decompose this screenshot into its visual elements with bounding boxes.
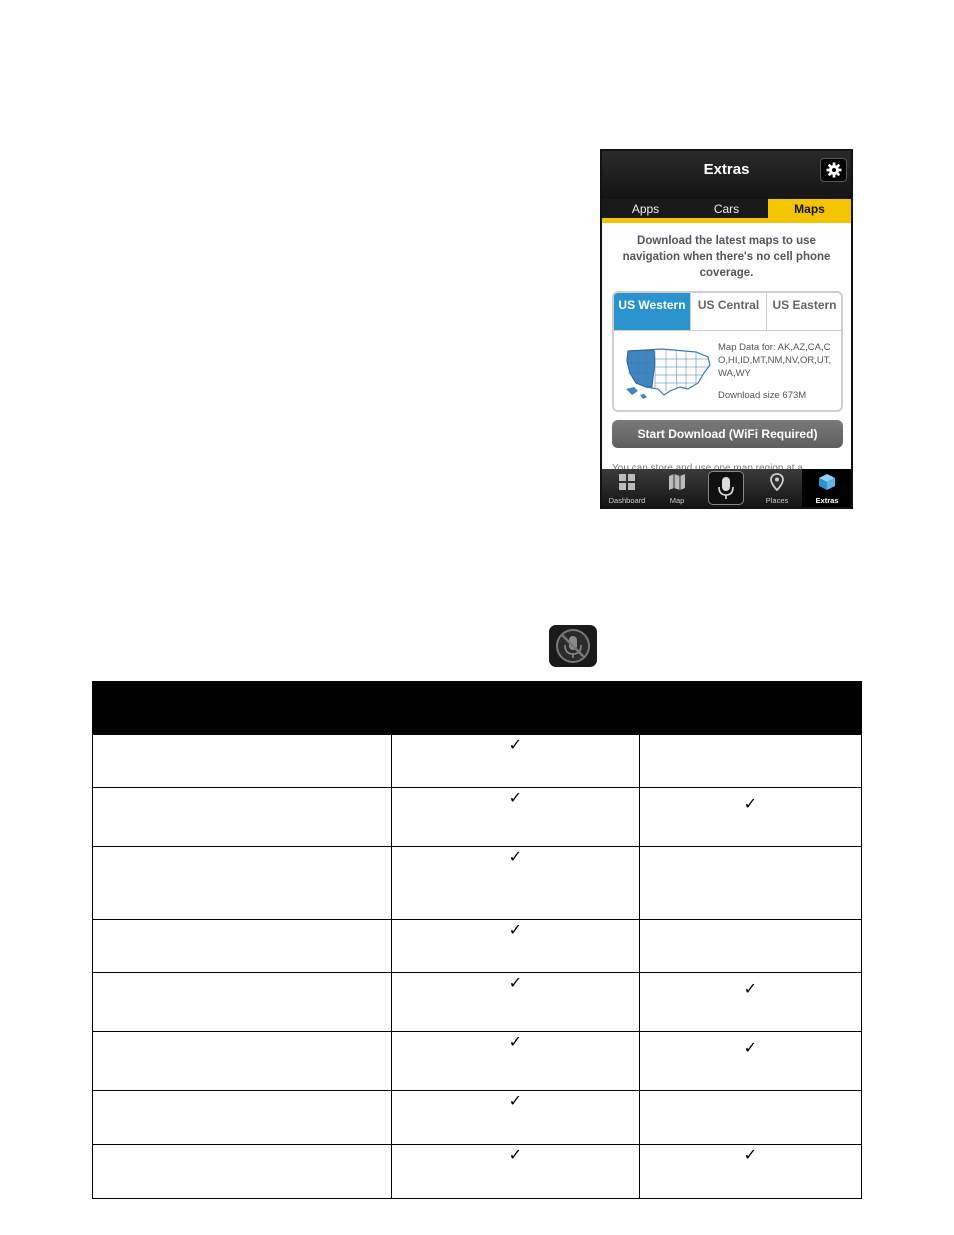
table-cell — [93, 1145, 392, 1199]
tab-apps[interactable]: Apps — [631, 202, 660, 216]
check-cell: ✓ — [392, 847, 639, 920]
table-cell — [93, 920, 392, 973]
header-cell — [392, 682, 639, 735]
region-tab-us-central[interactable]: US Central — [690, 293, 766, 331]
table-cell — [93, 1091, 392, 1145]
bottom-tab-bar — [602, 469, 851, 507]
nav-dashboard[interactable] — [602, 469, 652, 507]
feature-table — [92, 681, 862, 1199]
table-row — [93, 973, 862, 1032]
mic-off-icon — [549, 625, 597, 667]
check-cell: ✓ — [392, 973, 639, 1032]
microphone-icon — [709, 472, 743, 504]
table-cell — [93, 1032, 392, 1091]
mute-microphone-icon — [549, 625, 597, 667]
tab-maps[interactable]: Maps — [768, 199, 851, 218]
maps-description: Download the latest maps to use navigation when there's no cell phone coverage. — [622, 235, 831, 279]
check-cell: ✓ — [639, 1145, 861, 1199]
nav-places-label: Places — [765, 496, 789, 505]
us-map-icon — [624, 343, 716, 401]
dashboard-icon — [618, 473, 636, 491]
nav-extras-label: Extras — [815, 496, 839, 505]
check-cell — [639, 847, 861, 920]
check-cell — [639, 1091, 861, 1145]
extras-box-icon — [818, 473, 836, 491]
nav-map[interactable] — [652, 469, 702, 507]
gear-icon — [826, 162, 842, 178]
maps-content — [602, 223, 851, 469]
region-selector — [612, 291, 843, 412]
nav-extras[interactable] — [802, 469, 852, 507]
screen-title: Extras — [703, 161, 750, 178]
start-download-button[interactable]: Start Download (WiFi Required) — [612, 420, 843, 448]
places-pin-icon — [768, 473, 786, 491]
header-cell — [639, 682, 861, 735]
map-data-states: Map Data for: AK,AZ,CA,CO,HI,ID,MT,NM,NV,OR,UT,WA,WY — [718, 342, 832, 379]
table-header-row — [93, 682, 862, 735]
check-cell: ✓ — [639, 1032, 861, 1091]
nav-places[interactable] — [752, 469, 802, 507]
check-cell — [639, 735, 861, 788]
nav-dashboard-label: Dashboard — [608, 496, 646, 505]
table-cell — [93, 788, 392, 847]
check-cell: ✓ — [392, 1032, 639, 1091]
table-row — [93, 735, 862, 788]
table-row — [93, 1032, 862, 1091]
check-cell: ✓ — [392, 920, 639, 973]
app-header — [602, 151, 851, 199]
check-cell — [639, 920, 861, 973]
header-cell — [93, 682, 392, 735]
download-size: Download size 673M — [718, 390, 807, 401]
table-cell — [93, 847, 392, 920]
map-icon — [668, 473, 686, 491]
check-cell: ✓ — [392, 735, 639, 788]
extras-screenshot — [600, 149, 853, 509]
check-cell: ✓ — [392, 788, 639, 847]
region-tab-us-eastern[interactable]: US Eastern — [766, 293, 842, 331]
nav-map-label: Map — [669, 496, 685, 505]
table-row — [93, 847, 862, 920]
table-row — [93, 1091, 862, 1145]
table-cell — [93, 735, 392, 788]
table-row — [93, 1145, 862, 1199]
check-cell: ✓ — [392, 1091, 639, 1145]
category-tabs — [602, 199, 851, 223]
check-cell: ✓ — [639, 973, 861, 1032]
settings-gear-button[interactable] — [820, 158, 847, 182]
tab-cars[interactable]: Cars — [713, 202, 740, 216]
table-row — [93, 920, 862, 973]
check-cell: ✓ — [392, 1145, 639, 1199]
voice-button[interactable] — [708, 471, 744, 505]
table-row — [93, 788, 862, 847]
check-cell: ✓ — [639, 788, 861, 847]
region-tab-us-western[interactable]: US Western — [614, 293, 690, 331]
table-cell — [93, 973, 392, 1032]
